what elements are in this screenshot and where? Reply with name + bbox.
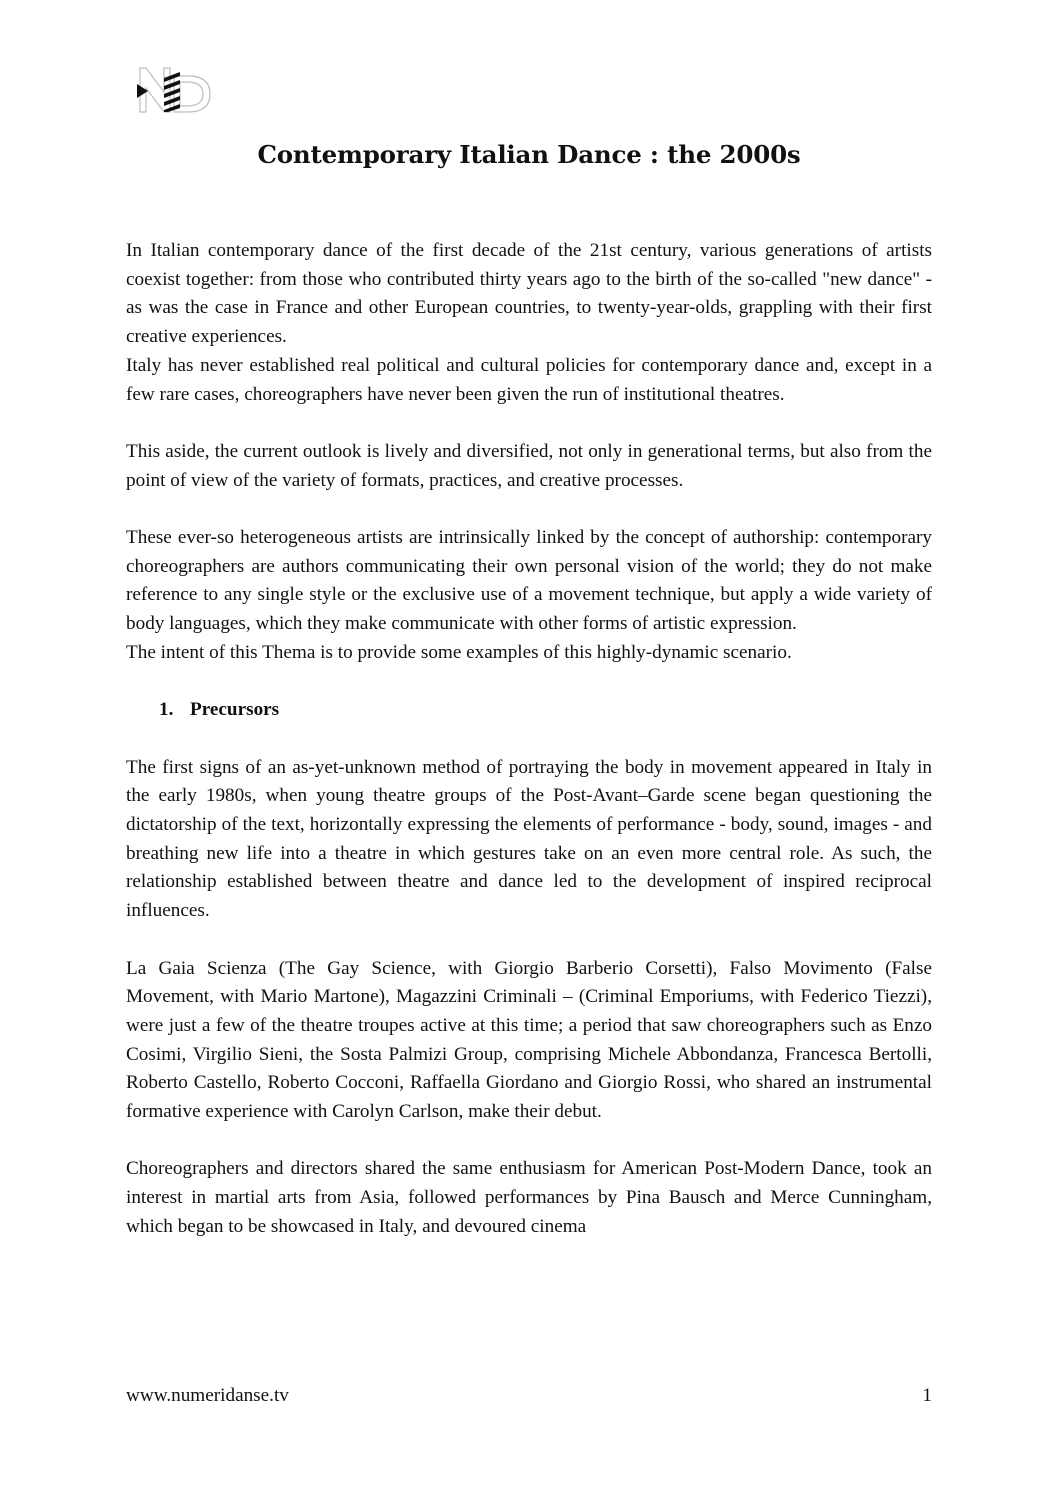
section-heading [126,696,932,725]
section-heading-text: Precursors [190,699,280,721]
document-body [126,237,932,1242]
section-number: 1. [159,699,174,721]
paragraph: Italy has never established real political and cultural policies for contemporary dance and, except in a few rare cases, choreographers have never been given the run of institutional theatres. [126,354,932,405]
paragraph: The intent of this Thema is to provide some examples of this highly-dynamic scenario. [126,641,792,663]
paragraph: La Gaia Scienza (The Gay Science, with Giorgio Barberio Corsetti), Falso Movimento (False Movement, with Mario Martone), Magazzini Criminali – (Criminal Emporiums, with Federico Tiezzi), were just a few of the theatre troupes active at this time; a period that saw choreographers such as Enzo Cosimi, Virgilio Sieni, the Sosta Palmizi Group, comprising Michele Abbondanza, Francesca Bertolli, Roberto Castello, Roberto Cocconi, Raffaella Giordano and Giorgio Rossi, who shared an instrumental formative experience with Carolyn Carlson, make their debut. [126,957,932,1123]
paragraph: Choreographers and directors shared the same enthusiasm for American Post-Modern Dance, took an interest in martial arts from Asia, followed performances by Pina Bausch and Merce Cunningham, which began to be showcased in Italy, and devoured cinema [126,1158,932,1237]
paragraph: These ever-so heterogeneous artists are intrinsically linked by the concept of authorship: contemporary choreographers are authors communicating their own personal vision of the world; they do not make reference to any single style or the exclusive use of a movement technique, but apply a wide variety of body languages, which they make communicate with other forms of artistic expression. [126,527,932,635]
paragraph: The first signs of an as-yet-unknown method of portraying the body in movement appeared in Italy in the early 1980s, when young theatre groups of the Post-Avant–Garde scene began questioning the dictatorship of the text, horizontally expressing the elements of performance - body, sound, images - and breathing new life into a theatre in which gestures take on an even more central role. As such, the relationship established between theatre and dance led to the development of inspired reciprocal influences. [126,756,932,922]
paragraph: This aside, the current outlook is lively and diversified, not only in generational terms, but also from the point of view of the variety of formats, practices, and creative processes. [126,440,932,491]
footer-website: www.numeridanse.tv [126,1385,289,1406]
page-number: 1 [922,1385,932,1406]
document-title: Contemporary Italian Dance : the 2000s [257,140,801,169]
paragraph: In Italian contemporary dance of the first decade of the 21st century, various generations of artists coexist together: from those who contributed thirty years ago to the birth of the so-called "new dance" - as was the case in France and other European countries, to twenty-year-olds, grappling with their first creative experiences. [126,240,932,348]
numeridanse-logo [134,66,214,116]
